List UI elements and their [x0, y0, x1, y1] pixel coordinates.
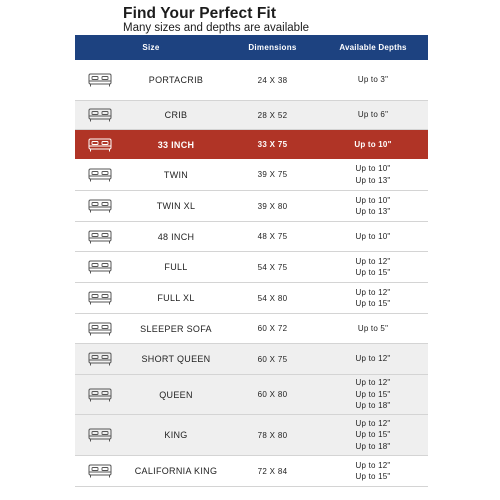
header-size: Size: [142, 42, 160, 52]
depth-value: Up to 18": [355, 441, 391, 451]
depth-value: Up to 15": [355, 268, 391, 277]
bed-icon: [75, 321, 125, 337]
depth-value: Up to 10": [354, 139, 392, 149]
depth-value: Up to 3": [357, 75, 389, 85]
table-row: [75, 159, 428, 191]
bed-icon: [75, 259, 125, 275]
bed-icon: [75, 198, 125, 214]
dimensions-value: 60 X 75: [257, 354, 288, 364]
size-name: TWIN XL: [156, 201, 196, 211]
depths-cell: [318, 418, 428, 453]
bed-icon: [75, 72, 125, 88]
table-row: [75, 344, 428, 375]
depths-cell: [318, 163, 428, 186]
bed-icon: [75, 463, 125, 479]
bed-icon: [75, 427, 125, 443]
depth-value: Up to 10": [355, 195, 391, 205]
size-name: CALIFORNIA KING: [134, 466, 218, 476]
dimensions-value: 78 X 80: [257, 430, 288, 440]
depth-value: Up to 10": [355, 164, 391, 173]
depth-value: Up to 12": [355, 287, 391, 297]
depths-cell: [318, 460, 428, 483]
dimensions-value: 60 X 80: [257, 390, 288, 399]
depth-value: Up to 5": [357, 323, 389, 333]
dimensions-value: 33 X 75: [257, 140, 288, 149]
dimensions-value: 39 X 80: [257, 201, 288, 211]
size-name: 48 INCH: [157, 231, 195, 242]
depth-value: Up to 13": [355, 175, 391, 185]
depth-value: Up to 12": [355, 418, 391, 428]
dimensions-value: 39 X 75: [257, 170, 288, 179]
depth-value: Up to 6": [357, 110, 389, 120]
bed-icon: [75, 167, 125, 183]
dimensions-value: 48 X 75: [257, 232, 288, 241]
size-name: KING: [164, 430, 188, 440]
table-body: [75, 60, 428, 487]
size-name: PORTACRIB: [148, 75, 204, 85]
bed-icon: [75, 290, 125, 306]
depth-value: Up to 13": [355, 207, 391, 216]
bed-icon: [75, 351, 125, 367]
size-name: CRIB: [164, 110, 188, 120]
header-depths: Available Depths: [339, 42, 407, 52]
depth-value: Up to 12": [355, 378, 391, 388]
table-row: [75, 101, 428, 130]
depths-cell: [318, 353, 428, 365]
dimensions-value: 54 X 80: [257, 293, 288, 303]
size-name: TWIN: [163, 169, 189, 180]
table-row: [75, 130, 428, 159]
table-row: [75, 314, 428, 344]
depths-cell: [318, 377, 428, 412]
depths-cell: [318, 139, 428, 151]
bed-icon: [75, 107, 125, 123]
depths-cell: [318, 231, 428, 243]
depths-cell: [318, 256, 428, 279]
page-title: Find Your Perfect Fit: [123, 5, 277, 22]
table-header: [75, 35, 428, 60]
table-row: [75, 456, 428, 487]
dimensions-value: 60 X 72: [257, 324, 288, 333]
dimensions-value: 54 X 75: [257, 262, 288, 272]
dimensions-value: 72 X 84: [257, 466, 288, 476]
depth-value: Up to 15": [355, 299, 391, 308]
table-row: [75, 415, 428, 456]
depths-cell: [318, 74, 428, 86]
size-name: SLEEPER SOFA: [140, 323, 212, 334]
depths-cell: [318, 195, 428, 218]
size-name: 33 INCH: [157, 139, 195, 150]
depths-cell: [318, 323, 428, 335]
table-row: [75, 375, 428, 415]
table-row: [75, 222, 428, 252]
size-name: FULL: [164, 262, 188, 272]
depth-value: Up to 12": [355, 460, 391, 470]
depths-cell: [318, 287, 428, 310]
depth-value: Up to 10": [355, 231, 391, 241]
depth-value: Up to 12": [355, 354, 391, 364]
size-name: FULL XL: [157, 293, 195, 303]
dimensions-value: 28 X 52: [257, 110, 288, 120]
depth-value: Up to 12": [355, 256, 391, 266]
depth-value: Up to 18": [355, 401, 391, 411]
depths-cell: [318, 109, 428, 121]
depth-value: Up to 15": [355, 430, 391, 440]
page-subtitle: Many sizes and depths are available: [123, 22, 310, 34]
size-name: QUEEN: [159, 389, 193, 400]
table-row: [75, 191, 428, 222]
size-table: [75, 35, 428, 487]
bed-icon: [75, 137, 125, 153]
depth-value: Up to 15": [355, 389, 391, 399]
table-row: [75, 60, 428, 101]
header-dimensions: Dimensions: [248, 43, 297, 52]
bed-icon: [75, 387, 125, 403]
size-name: SHORT QUEEN: [141, 354, 211, 364]
bed-icon: [75, 229, 125, 245]
dimensions-value: 24 X 38: [257, 75, 288, 85]
table-row: [75, 283, 428, 314]
table-row: [75, 252, 428, 283]
depth-value: Up to 15": [355, 472, 391, 481]
